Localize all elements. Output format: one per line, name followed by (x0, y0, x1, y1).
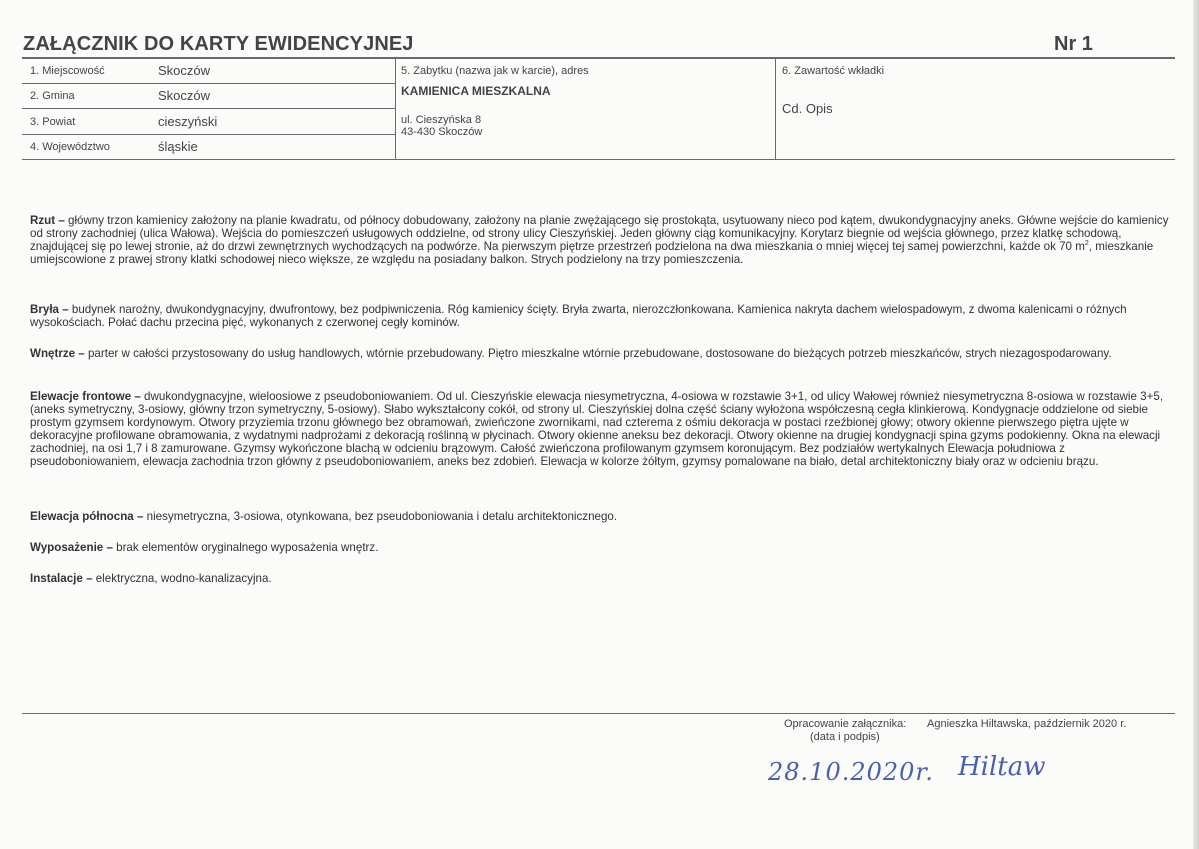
section-body: niesymetryczna, 3-osiowa, otynkowana, bez pseudoboniowania i detalu architektonicznego. (143, 510, 618, 523)
section-body: brak elementów oryginalnego wyposażenia wnętrz. (112, 541, 379, 554)
section-elewacje-frontowe (30, 390, 1170, 468)
handwritten-date: 28.10.2020r. (768, 758, 934, 786)
prepared-label: Opracowanie załącznika: (784, 718, 907, 730)
table-column-divider (395, 58, 396, 160)
document-number: Nr 1 (1054, 33, 1093, 55)
value-gmina: Skoczów (158, 88, 211, 103)
section-instalacje (30, 572, 1170, 585)
section-rzut (30, 214, 1170, 266)
value-contents: Cd. Opis (782, 101, 833, 116)
value-miejscowosc: Skoczów (158, 63, 211, 78)
table-row-divider (22, 83, 395, 84)
value-powiat: cieszyński (158, 114, 218, 129)
table-top-rule (22, 57, 1175, 59)
table-bottom-rule (22, 159, 1175, 160)
section-heading: Wnętrze – (30, 347, 85, 360)
section-body: budynek narożny, dwukondygnacyjny, dwufrontowy, bez podpiwniczenia. Róg kamienicy ścięty. Bryła zwarta, nierozczłonkowana. Kamienica nakryta dachem wielospadowym, z dwoma kalenicami o różnych wysokościach. Połać dachu przecina pięć, wykonanych z czerwonej cegły kominów. (30, 303, 1127, 329)
label-wojewodztwo: 4. Województwo (30, 141, 110, 153)
table-column-divider (775, 58, 776, 160)
section-body: dwukondygnacyjne, wieloosiowe z pseudoboniowaniem. Od ul. Cieszyńskie elewacja niesymetryczna, 4-osiowa w rozstawie 3+1, od ulicy Wałowej również niesymetryczna 8-osiowa w rozstawie 3+5, (aneks symetryczny, 3-osiowy, główny trzon symetryczny, 5-osiowy). Słabo wykształcony cokół, od strony ul. Cieszyńskiej dolna część ściany wyłożona współczesną cegła klinkierową. Kondygnacje oddzielone od siebie prostym gzymsem kordynowym. Otwory przyziemia trzonu głównego bez obramowań, zwieńczone zwornikami, nad czterema z ośmiu dekoracja w postaci rzeźbionej głowy; otwory okienne pierwszego piętra ujęte w dekoracyjne profilowane obramowania, z wydatnymi nadprożami z dekoracją roślinną w płycinach. Otwory okienne aneksu bez dekoracji. Otwory okienne na drugiej kondygnacji spina gzyms podokienny. Okna na elewacji zachodniej, na osi 1,7 i 8 zamurowane. Gzymsy wykończone blachą w odcieniu brązowym. Całość zwieńczona profilowanym gzymsem koronującym. Bez podziałów wertykalnych Elewacja południowa z pseudoboniowaniem, elewacja zachodnia trzon główny z pseudoboniowaniem, aneks bez zdobień. Elewacja w kolorze żółtym, gzymsy pomalowane na biało, detal architektoniczny biały oraz w odcieniu brązu. (30, 390, 1164, 468)
value-wojewodztwo: śląskie (158, 139, 198, 154)
section-elewacja-polnocna (30, 510, 1170, 523)
table-row-divider (22, 134, 395, 135)
section-wyposazenie (30, 541, 1170, 554)
section-heading: Elewacje frontowe – (30, 390, 141, 403)
section-body: główny trzon kamienicy założony na planie kwadratu, od północy dobudowany, założony na planie zwężającego się prostokąta, usytuowany nieco pod kątem, dwukondygnacyjny aneks. Główne wejście do kamienicy od strony zachodniej (ulica Wałowa). Wejścia do pomieszczeń usługowych oddzielne, od strony ulicy Cieszyńskiej. Jeden główny ciąg komunikacyjny. Korytarz biegnie od wejścia głównego, przez klatkę schodową, znajdującej się po lewej stronie, aż do drzwi zewnętrznych wychodzących na podwórze. Na pierwszym piętrze przestrzeń podzielona na dwa mieszkania o mniej więcej tej samej powierzchni, każde ok 70 m (30, 214, 1169, 253)
label-gmina: 2. Gmina (30, 90, 75, 102)
section-bryla (30, 303, 1170, 329)
label-contents: 6. Zawartość wkładki (782, 65, 885, 77)
signature: Hiltaw (958, 752, 1046, 782)
section-heading: Bryła – (30, 303, 69, 316)
table-row-divider (22, 108, 395, 109)
monument-name: KAMIENICA MIESZKALNA (401, 84, 551, 98)
superscript: 2 (1084, 240, 1089, 247)
section-wnetrze (30, 347, 1170, 360)
section-heading: Elewacja północna – (30, 510, 144, 523)
label-monument: 5. Zabytku (nazwa jak w karcie), adres (401, 65, 589, 77)
label-miejscowosc: 1. Miejscowość (30, 65, 105, 77)
section-body: parter w całości przystosowany do usług handlowych, wtórnie przebudowany. Piętro mieszkalne wtórnie przebudowane, dostosowane do bieżących potrzeb mieszkańców, strych niezagospodarowany. (84, 347, 1112, 360)
section-heading: Wyposażenie – (30, 541, 113, 554)
section-heading: Rzut – (30, 214, 65, 227)
scan-edge (1193, 0, 1199, 849)
section-body: , mieszkanie umiejscowione z prawej strony klatki schodowej nieco większe, ze względu na posiadany balkon. Strych podzielony na trzy pomieszczenia. (30, 240, 1154, 266)
monument-address-line1: ul. Cieszyńska 8 (401, 114, 482, 126)
section-heading: Instalacje – (30, 572, 93, 585)
monument-address-line2: 43-430 Skoczów (401, 126, 483, 138)
label-powiat: 3. Powiat (30, 116, 76, 128)
section-body: elektryczna, wodno-kanalizacyjna. (92, 572, 272, 585)
footer-rule (22, 713, 1175, 714)
author: Agnieszka Hiltawska, październik 2020 r. (927, 718, 1127, 730)
document-title: ZAŁĄCZNIK DO KARTY EWIDENCYJNEJ (23, 33, 414, 55)
date-sign-label: (data i podpis) (810, 731, 880, 743)
